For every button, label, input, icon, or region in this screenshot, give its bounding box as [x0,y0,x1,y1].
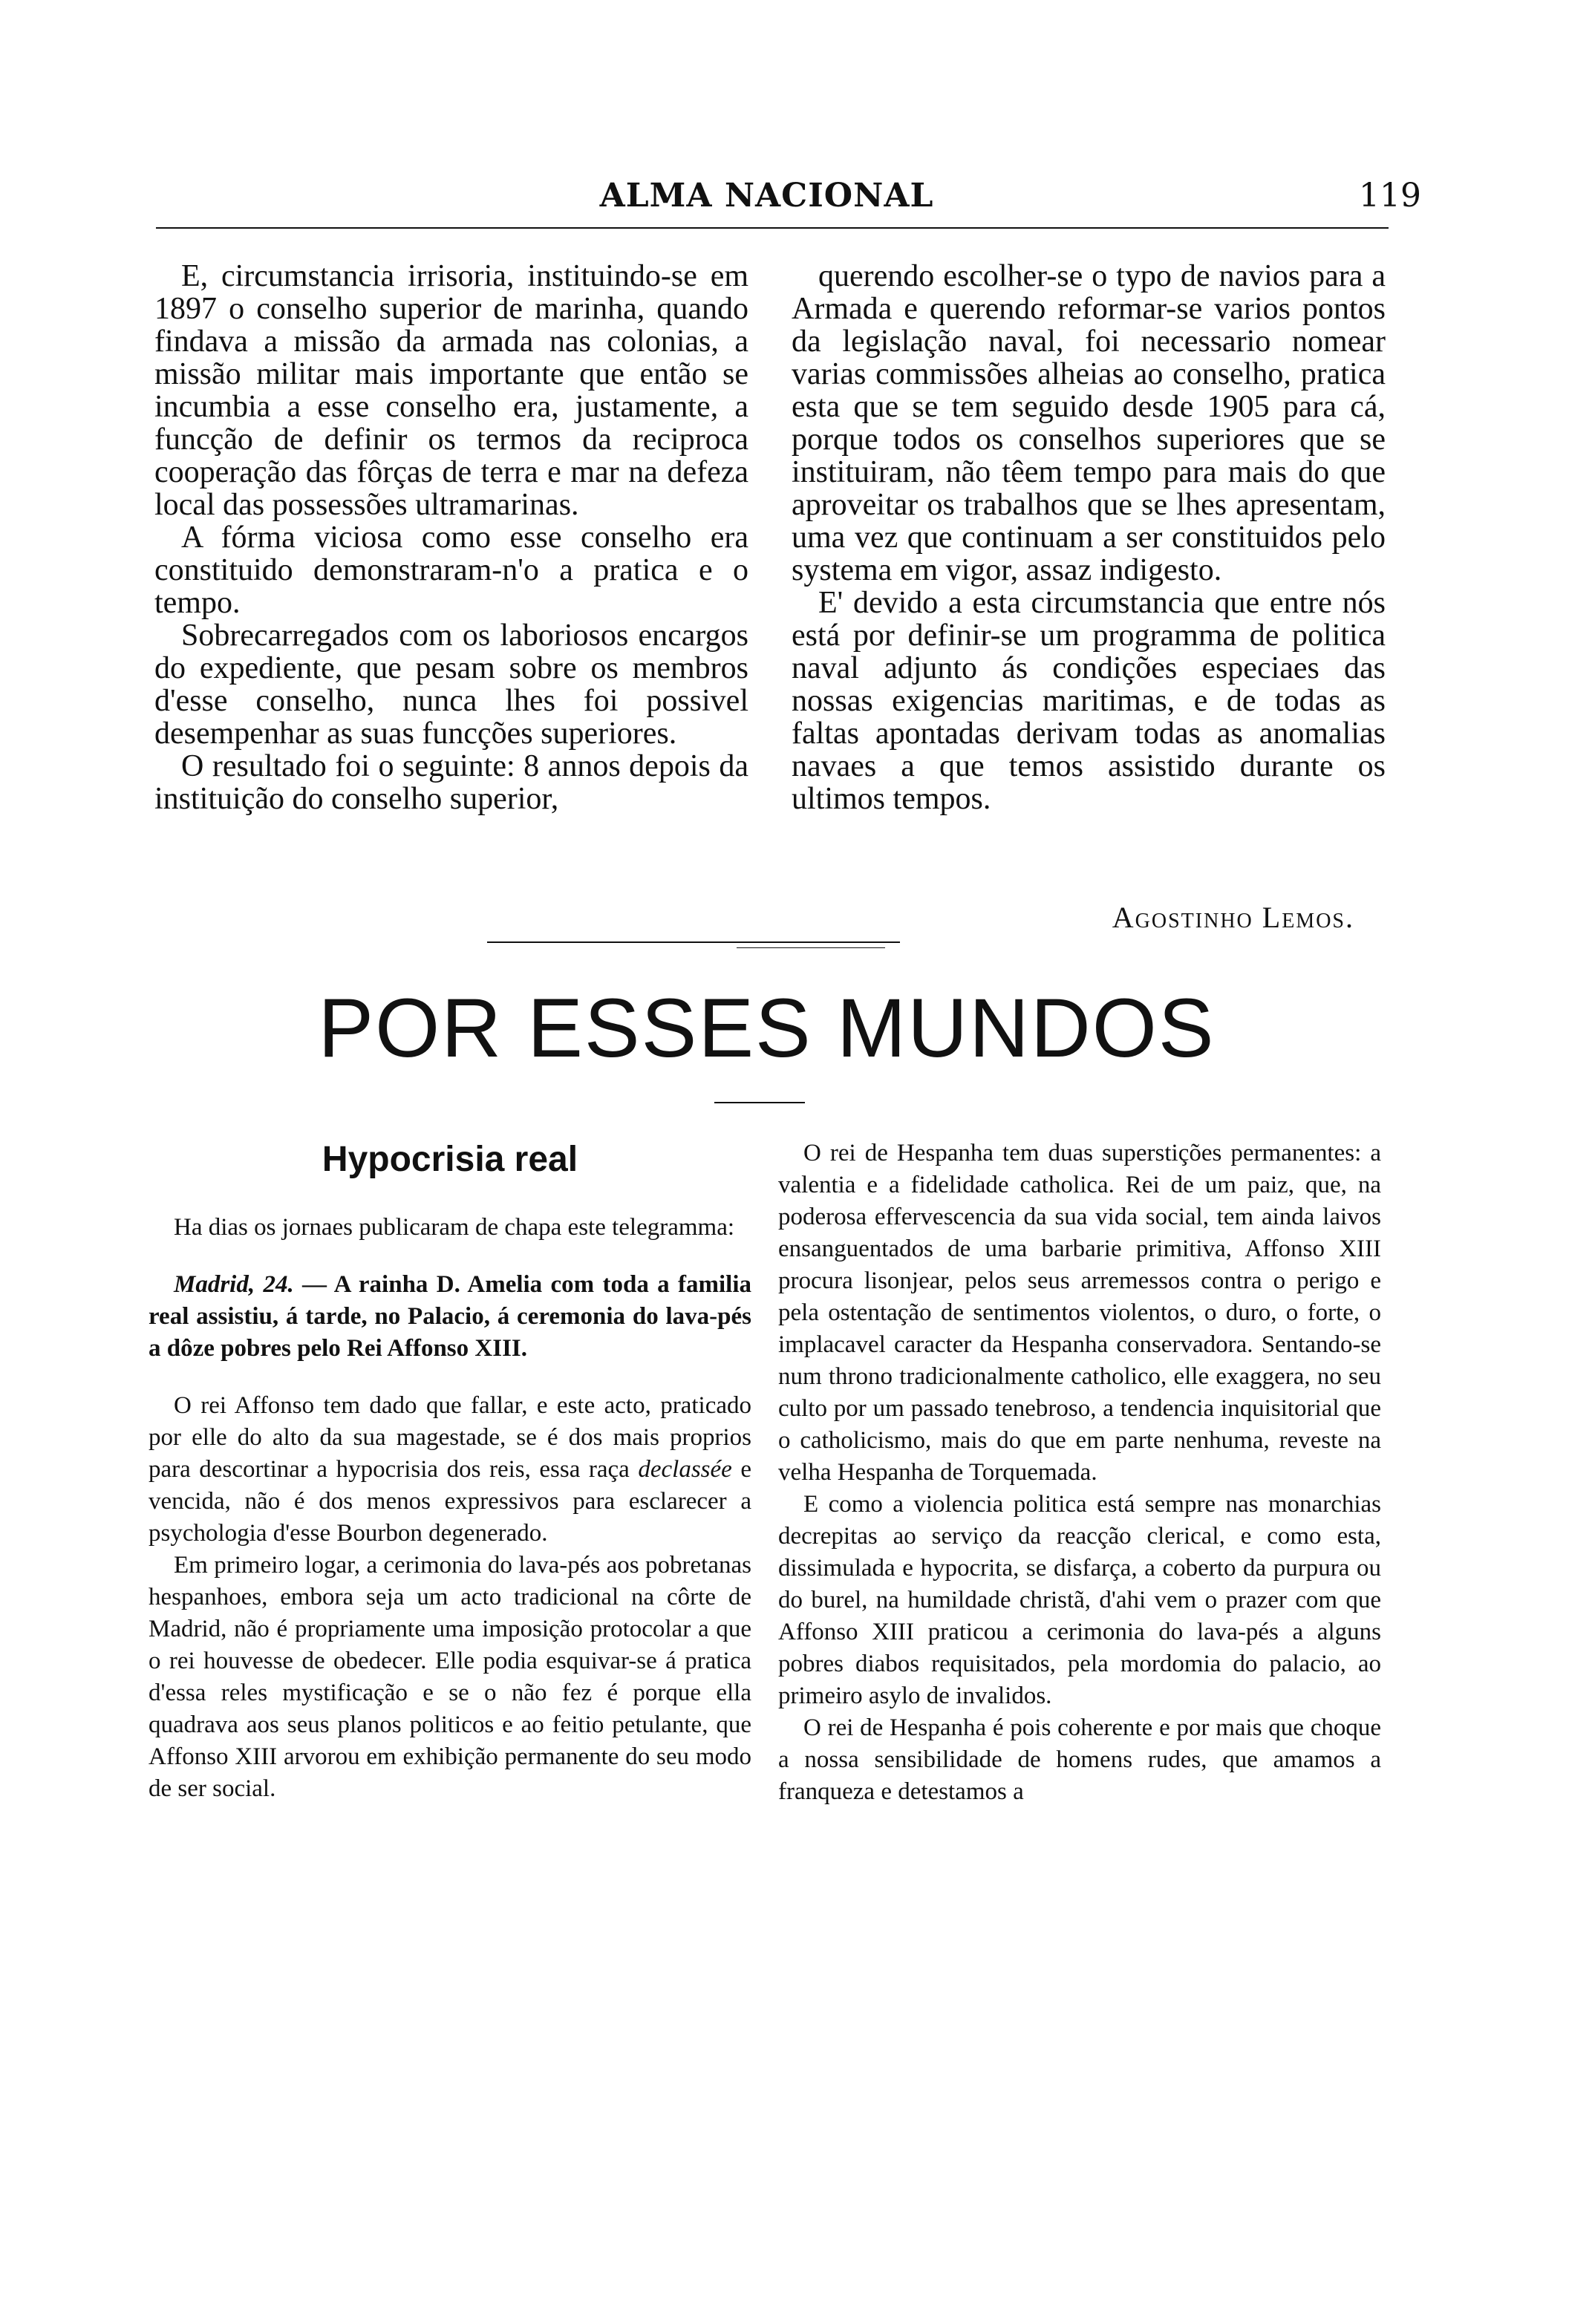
telegram-place: Madrid, 24. [174,1271,294,1298]
paragraph: E como a violencia politica está sempre nas monarchias decrepitas ao serviço da reacção clerical, e como esta, dissimulada e hypocrita, se disfarça, a coberto da purpura ou do burel, na humildade christã, d'ahi vem o prazer com que Affonso XIII praticou a cerimonia do lava-pés a alguns pobres diabos requisitados, pela mordomia do palacio, ao primeiro asylo de invalidos. [778,1491,1381,1709]
paragraph: E, circumstancia irrisoria, instituindo-se em 1897 o conselho superior de marinha, quando findava a missão da armada nas colonias, a missão militar mais importante que então se incumbia a esse conselho era, justamente, a funcção de definir os termos da reciproca cooperação das fôrças de terra e mar na defeza local das possessões ultramarinas. [154,259,748,522]
section-separator-rule [487,941,900,943]
telegram-text: — A rainha D. Amelia com toda a familia real assistiu, á tarde, no Palacio, á ceremonia do lava-pés a dôze pobres pelo Rei Affonso XIII. [149,1271,751,1362]
header-rule [156,227,1389,229]
paragraph: O resultado foi o seguinte: 8 annos depois da instituição do conselho superior, [154,749,748,816]
italic-word: declassée [638,1456,732,1483]
telegram-quote [149,1269,751,1365]
paragraph: Ha dias os jornaes publicaram de chapa este telegramma: [174,1214,735,1241]
section-title: POR ESSES MUNDOS [318,982,1216,1074]
paragraph: O rei de Hespanha tem duas superstições permanentes: a valentia e a fidelidade catholica. Rei de um paiz, que, na poderosa effervescencia da sua vida social, tem ainda laivos ensanguentados de uma barbarie primitiva, Affonso XIII procura lisonjear, pelos seus arremessos contra o perigo e pela ostentação de sentimentos violentos, o duro, o forte, o implacavel caracter da Hespanha conservadora. Sentando-se num throno tradicionalmente catholico, elle exaggera, no seu culto por um passado tenebroso, a tendencia inquisitorial que o catholicismo, mais do que em parte nenhuma, reveste na velha Hespanha de Torquemada. [778,1140,1381,1486]
paragraph-text: e vencida, não é dos menos expressivos para esclarecer a psychologia d'esse Bourbon degenerado. [149,1456,752,1547]
page-number: 119 [1359,177,1421,215]
paragraph: O rei de Hespanha é pois coherente e por mais que choque a nossa sensibilidade de homens rudes, que amamos a franqueza e detestamos a [778,1714,1381,1805]
top-article-right-column [792,260,1386,815]
section-title-rule [714,1102,805,1103]
paragraph: E' devido a esta circumstancia que entre nós está por definir-se um programma de politica naval adjunto ás condições especiaes das nossas exigencias maritimas, e de todas as faltas apontadas derivam todas as anomalias navaes a que temos assistido durante os ultimos tempos. [792,586,1386,816]
paragraph: A fórma viciosa como esse conselho era constituido demonstraram-n'o a pratica e o tempo. [154,520,748,620]
top-article-left-column [154,260,748,815]
bottom-article-left-column [149,1137,751,1805]
paragraph-text: O rei Affonso tem dado que fallar, e este acto, praticado por elle do alto da sua magestade, se é dos mais proprios para descortinar a hypocrisia dos reis, essa raça [149,1392,751,1483]
article-title: Hypocrisia real [322,1140,578,1179]
paragraph: querendo escolher-se o typo de navios para a Armada e querendo reformar-se varios pontos da legislação naval, foi necessario nomear varias commissões alheias ao conselho, pratica esta que se tem seguido desde 1905 para cá, porque todos os conselhos superiores que se instituiram, não têem tempo para mais do que aproveitar os trabalhos que se lhes apresentam, uma vez que continuam a ser constituidos pelo systema em vigor, assaz indigesto. [792,259,1386,587]
section-separator-rule-short [737,947,885,948]
paragraph: Sobrecarregados com os laboriosos encargos do expediente, que pesam sobre os membros d'esse conselho, nunca lhes foi possivel desempenhar as suas funcções superiores. [154,618,748,751]
author-signature: Agostinho Lemos. [1112,901,1354,934]
paragraph [149,1390,751,1550]
bottom-article-right-column [778,1137,1381,1808]
running-header-title: ALMA NACIONAL [599,177,934,215]
paragraph: Em primeiro logar, a cerimonia do lava-pés aos pobretanas hespanhoes, embora seja um acto tradicional na côrte de Madrid, não é propriamente uma imposição protocolar a que o rei houvesse de obedecer. Elle podia esquivar-se á pratica d'essa reles mystificação e se o não fez é porque ella quadrava aos seus planos politicos e ao feitio petulante, que Affonso XIII arvorou em exhibição permanente do seu modo de ser social. [149,1552,751,1802]
